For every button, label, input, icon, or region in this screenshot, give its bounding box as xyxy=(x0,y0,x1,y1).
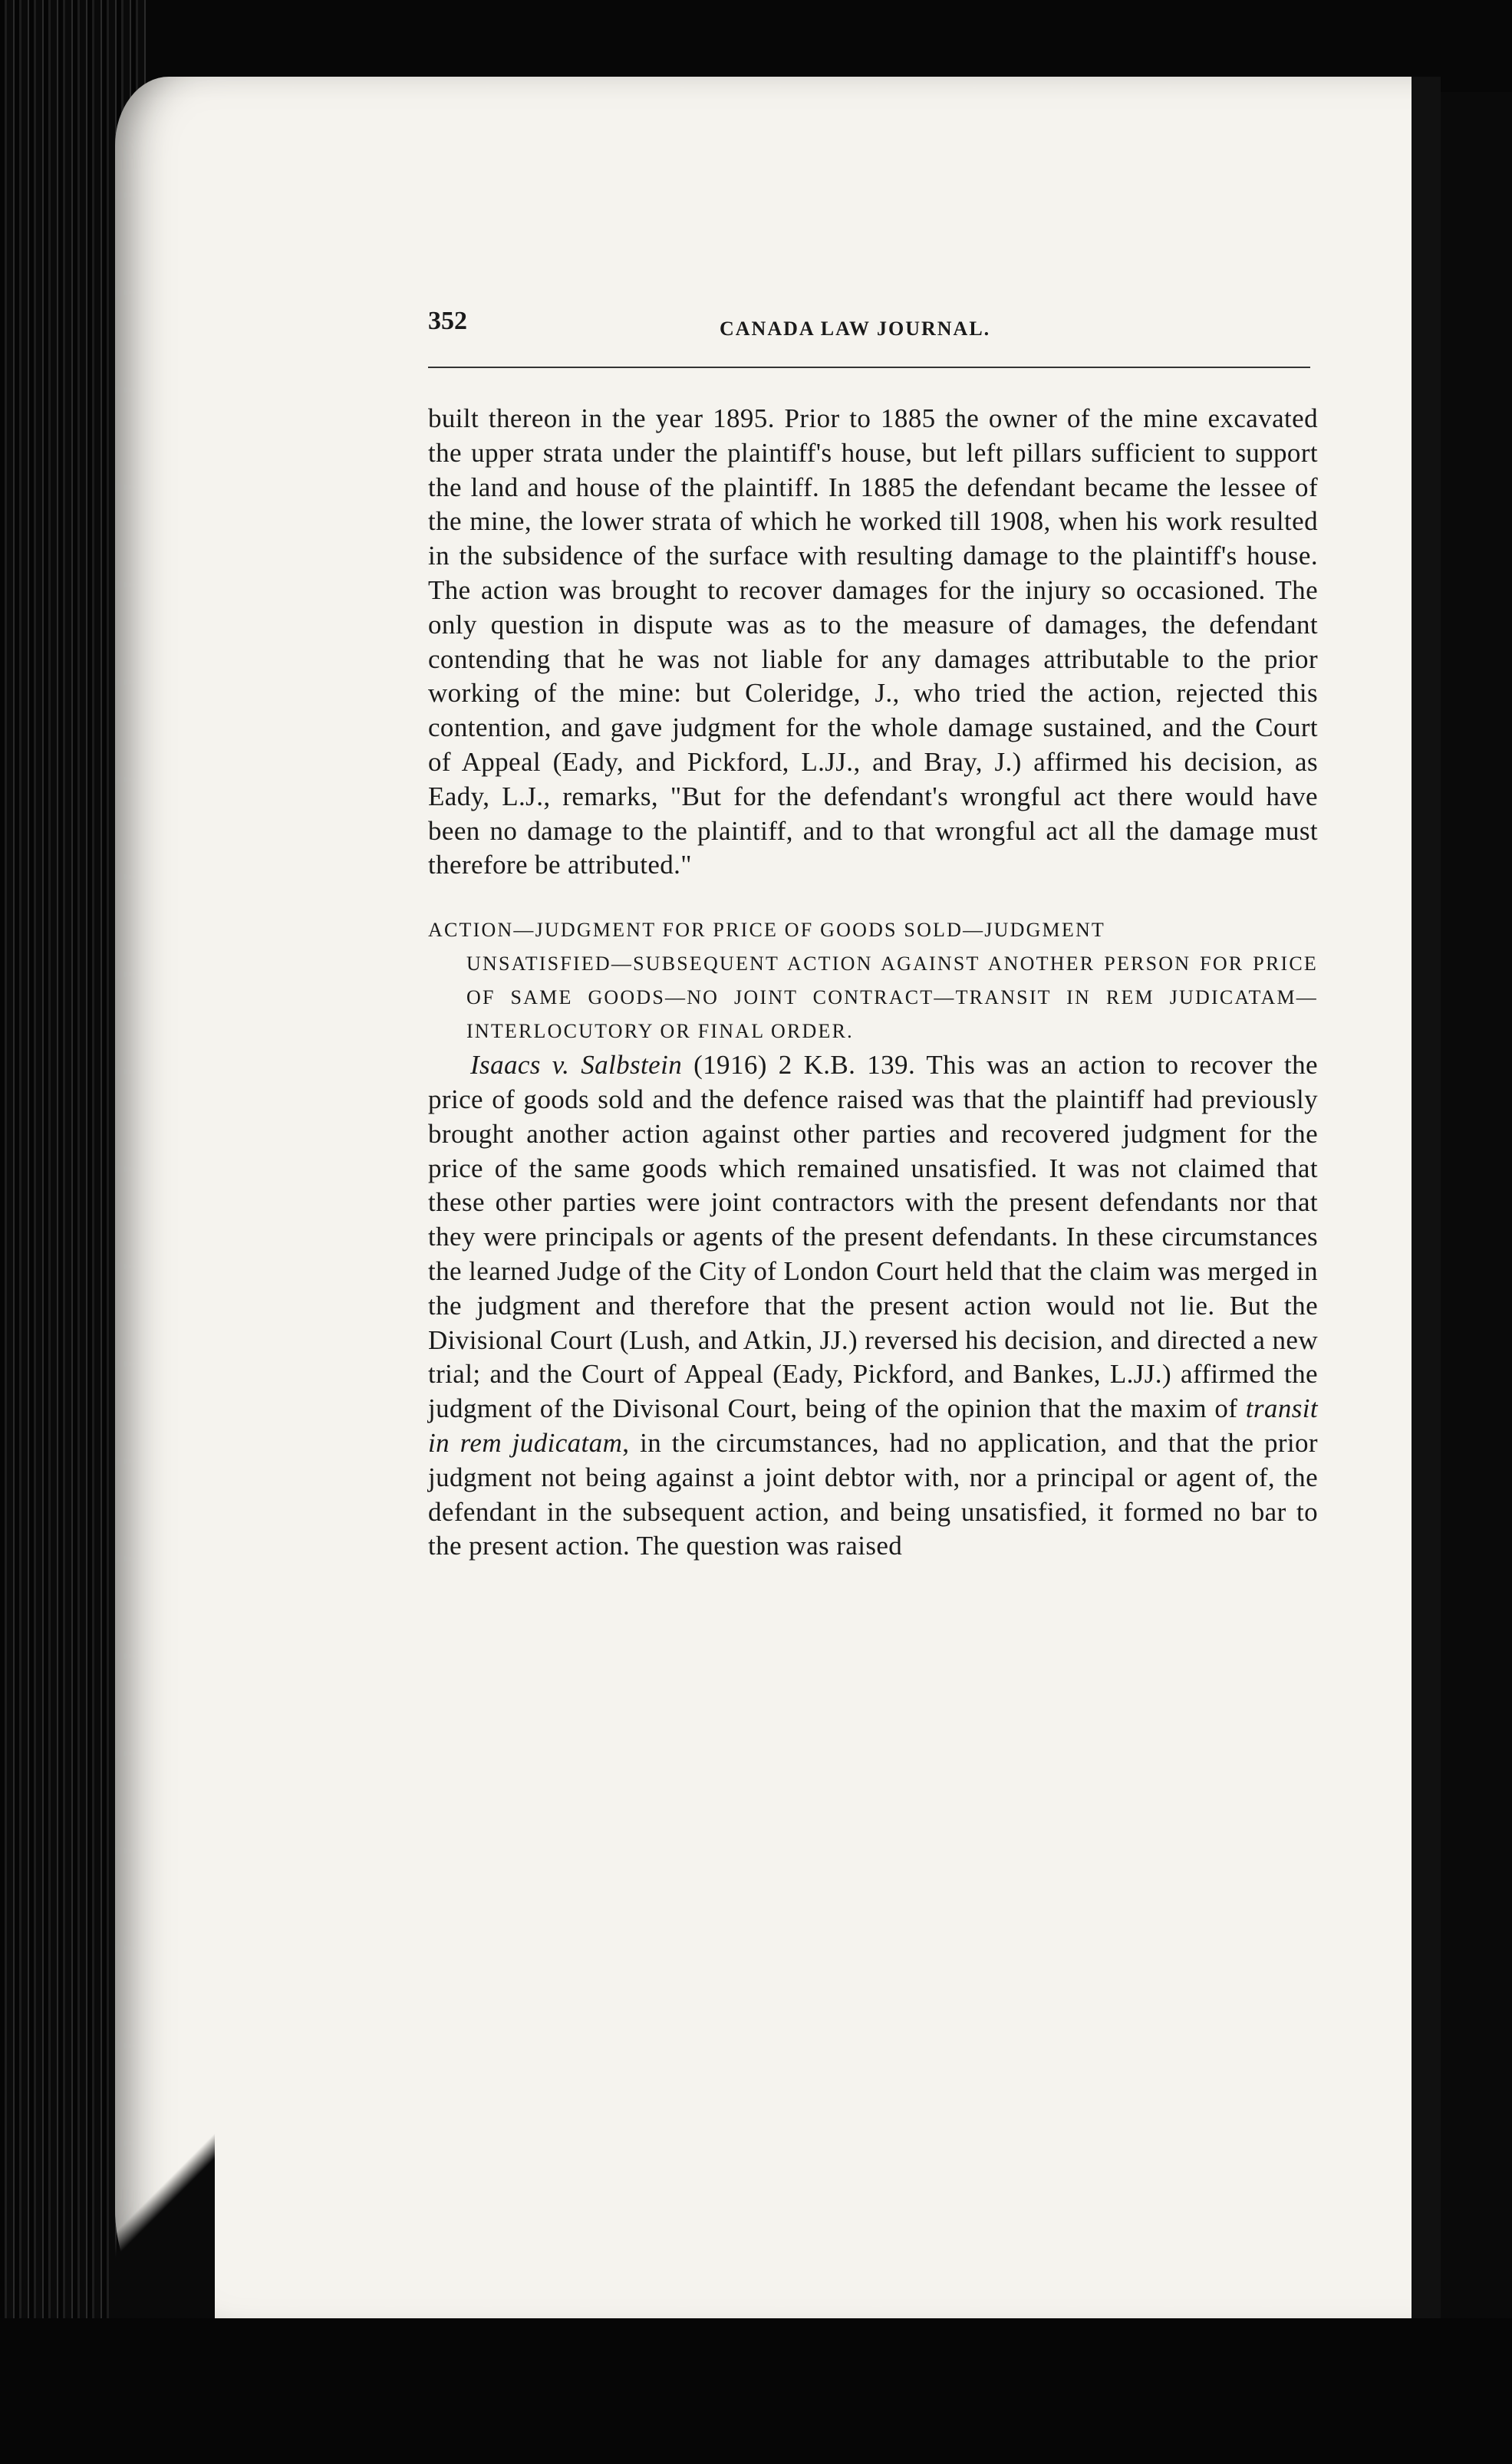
running-head: CANADA LAW JOURNAL. xyxy=(720,317,991,340)
page-corner-fold xyxy=(115,2071,215,2331)
legal-maxim: transit in rem judicatam xyxy=(428,1393,1318,1458)
page-right-edge xyxy=(1410,77,1441,2331)
scan-bottom-edge xyxy=(0,2318,1512,2464)
case-summary-text-end: , in the circumstances, had no application, and that the prior judgment not being against a joint debtor with, nor a principal or agent of, the defendant in the subsequent action, and being unsatisfied, it formed no bar to the present action. The question was raised xyxy=(428,1427,1318,1561)
page-header xyxy=(428,307,1318,353)
body-text xyxy=(428,402,1318,1564)
case-headnote xyxy=(428,913,1318,1048)
headnote-first-line: ACTION—JUDGMENT FOR PRICE OF GOODS SOLD—JUDGMENT xyxy=(428,919,1106,942)
page-content xyxy=(428,307,1318,1564)
case-name: Isaacs v. Salbstein xyxy=(470,1050,683,1081)
header-rule xyxy=(428,367,1310,368)
case-summary-paragraph xyxy=(428,1048,1318,1564)
paragraph-continuation: built thereon in the year 1895. Prior to 1885 the owner of the mine excavated the upper strata under the plaintiff's house, but left pillars sufficient to support the land and house of the plaintiff. In 1885 the defendant became the lessee of the mine, the lower strata of which he worked till 1908, when his work resulted in the subsidence of the surface with resulting damage to the plaintiff's house. The action was brought to recover damages for the injury so occasioned. The only question in dispute was as to the measure of damages, the defendant contending that he was not liable for any damages attributable to the prior working of the mine: but Coleridge, J., who tried the action, rejected this contention, and gave judgment for the whole damage sustained, and the Court of Appeal (Eady, and Pickford, L.JJ., and Bray, J.) affirmed his decision, as Eady, L.J., remarks, "But for the defendant's wrongful act there would have been no damage to the plaintiff, and to that wrongful act all the damage must therefore be attributed." xyxy=(428,403,1318,880)
case-citation: (1916) 2 K.B. 139. xyxy=(682,1050,927,1081)
page-number: 352 xyxy=(428,307,467,335)
case-summary-text: This was an action to recover the price of goods sold and the defence raised was that the plaintiff had previously brought another action against other parties and recovered judgment for the price of the same goods which remained unsatisfied. It was not claimed that these other parties were joint contractors with the present defendants nor that they were principals or agents of the present defendants. In these circumstances the learned Judge of the City of London Court held that the claim was merged in the judgment and therefore that the present action would not lie. But the Divisional Court (Lush, and Atkin, JJ.) reversed his decision, and directed a new trial; and the Court of Appeal (Eady, Pickford, and Bankes, L.JJ.) affirmed the judgment of the Divisonal Court, being of the opinion that the maxim of xyxy=(428,1050,1318,1424)
headnote-continuation: UNSATISFIED—SUBSEQUENT ACTION AGAINST ANOTHER PERSON FOR PRICE OF SAME GOODS—NO JOINT CONTRACT—TRANSIT IN REM JUDICATAM—INTERLOCUTORY OR FINAL ORDER. xyxy=(466,952,1318,1043)
